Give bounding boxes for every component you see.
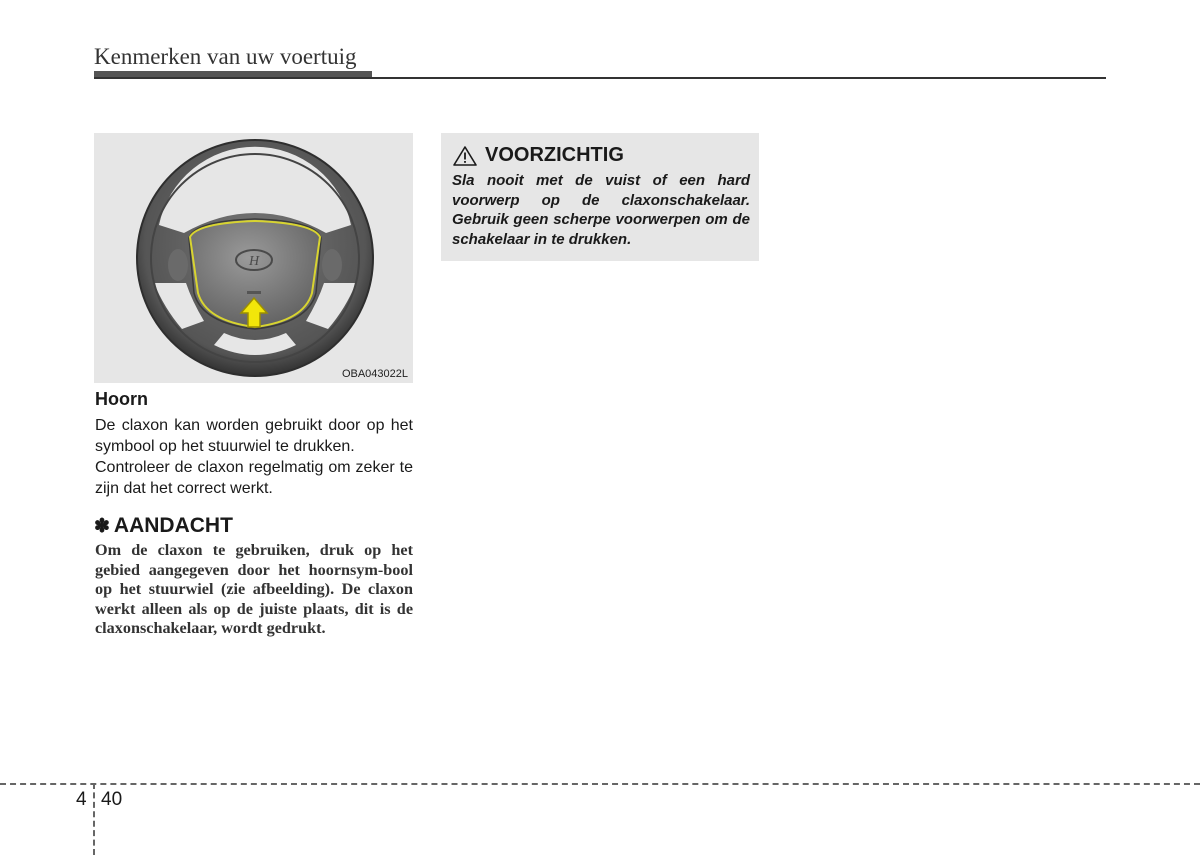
horn-paragraph-2: Controleer de claxon regelmatig om zeker te zijn dat het correct werkt. xyxy=(95,459,413,497)
steering-wheel-illustration xyxy=(94,133,413,383)
svg-text:H: H xyxy=(248,254,260,269)
warning-triangle-icon xyxy=(453,146,477,166)
note-text: Om de claxon te gebruiken, druk op het gebied aangegeven door het hoornsym-bool op het stuurwiel (zie afbeelding). De claxon werkt alleen als op de juiste plaats, dit is de claxonschakelaar, wordt gedrukt. xyxy=(95,541,413,637)
caution-heading: VOORZICHTIG xyxy=(485,144,624,166)
footer-divider xyxy=(93,783,95,855)
footer-rule xyxy=(0,783,1200,785)
chapter-number: 4 xyxy=(76,789,87,810)
steering-wheel-figure xyxy=(94,133,413,383)
caution-title xyxy=(453,144,624,167)
note-heading-label: AANDACHT xyxy=(113,514,233,537)
header-rule xyxy=(94,77,1106,79)
note-star-icon: ✽ xyxy=(94,516,110,537)
figure-code: OBA043022L xyxy=(341,368,408,380)
note-heading xyxy=(94,514,233,538)
page-number: 40 xyxy=(101,789,123,810)
header-title: Kenmerken van uw voertuig xyxy=(94,44,357,69)
caution-text: Sla nooit met de vuist of een hard voorwerp op de claxonschakelaar. Gebruik geen scherpe voorwerpen om de schakelaar in te drukken. xyxy=(452,172,750,248)
horn-paragraph-1: De claxon kan worden gebruikt door op het symbool op het stuurwiel te drukken. xyxy=(95,417,413,455)
section-heading-horn: Hoorn xyxy=(95,389,148,409)
caution-box xyxy=(441,133,759,261)
